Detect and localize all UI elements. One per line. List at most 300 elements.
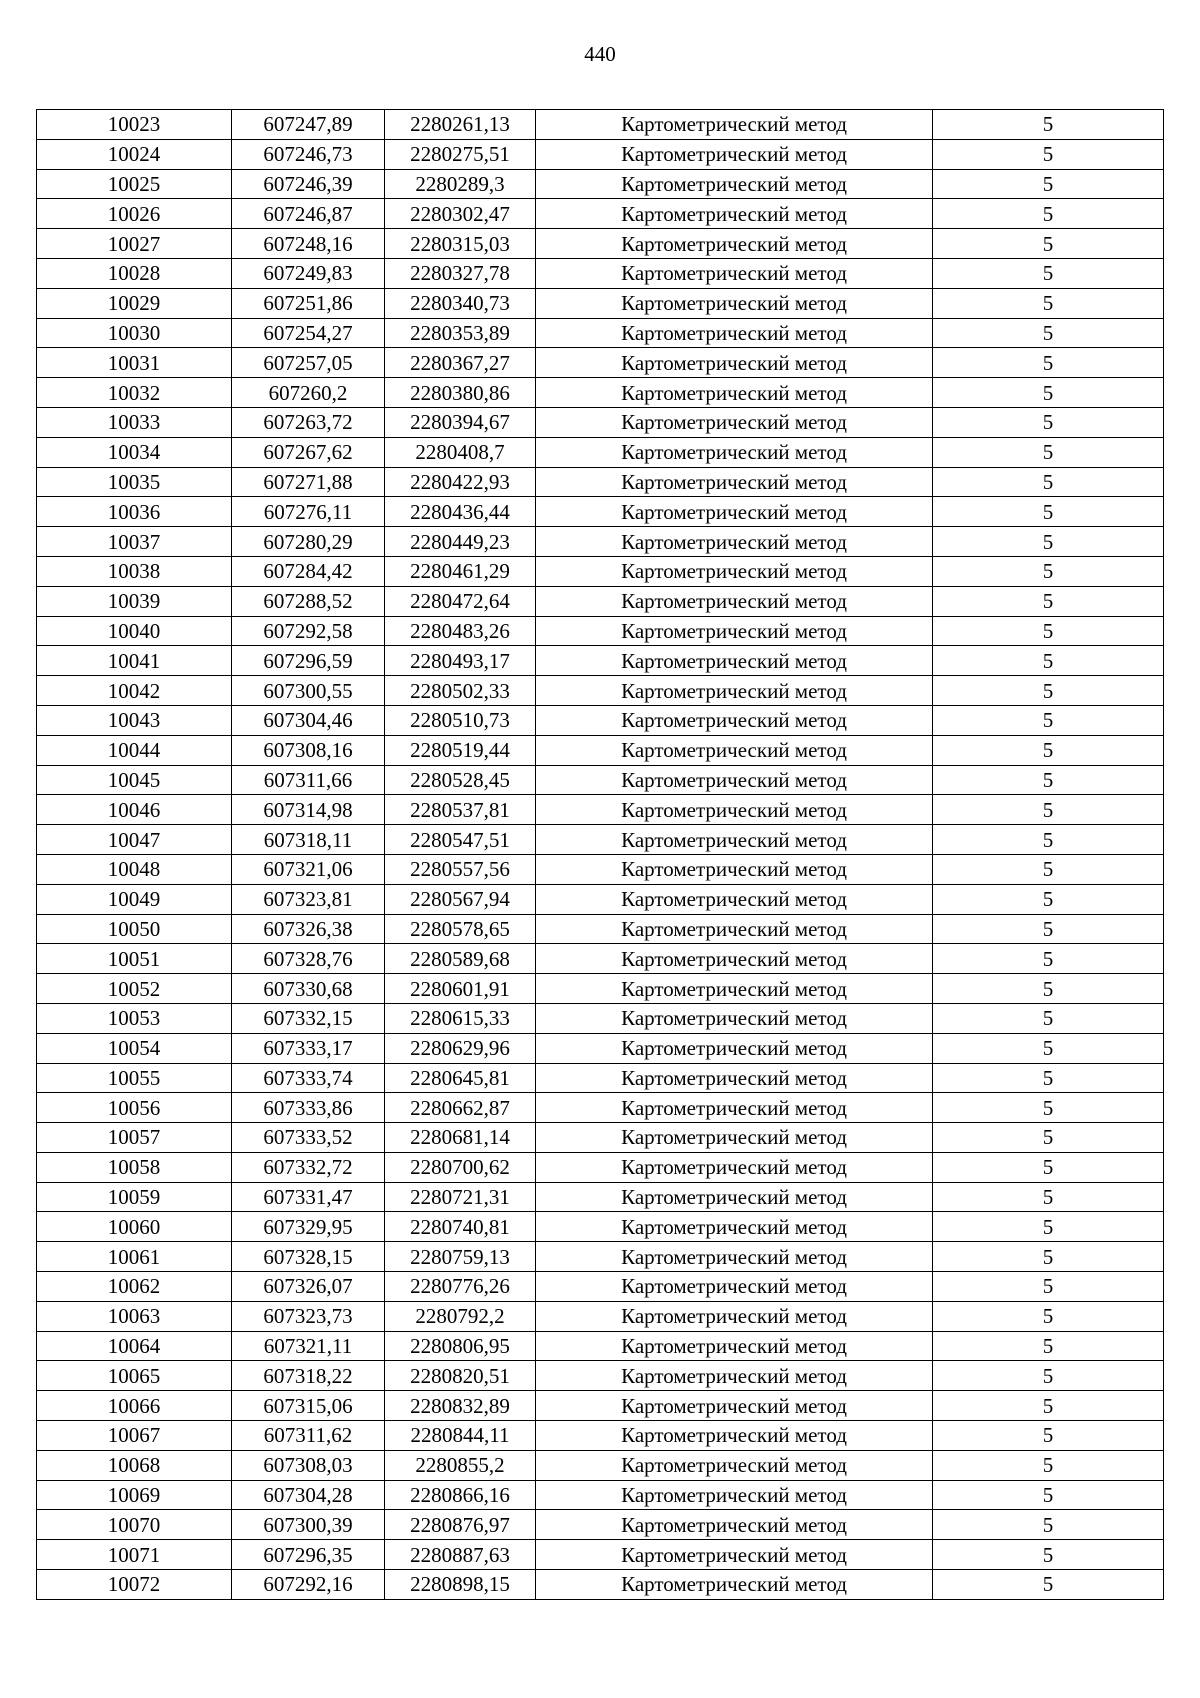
x-coordinate-cell: 607318,11	[232, 825, 385, 855]
table-row	[37, 586, 1164, 616]
coordinates-table	[36, 109, 1164, 1600]
x-coordinate-cell: 607267,62	[232, 437, 385, 467]
table-row	[37, 854, 1164, 884]
accuracy-cell: 5	[933, 1242, 1164, 1272]
point-number-cell: 10059	[37, 1182, 232, 1212]
point-number-cell: 10054	[37, 1033, 232, 1063]
point-number-cell: 10050	[37, 914, 232, 944]
table-row	[37, 884, 1164, 914]
y-coordinate-cell: 2280681,14	[385, 1123, 536, 1153]
accuracy-cell: 5	[933, 527, 1164, 557]
x-coordinate-cell: 607292,16	[232, 1570, 385, 1600]
method-cell: Картометрический метод	[536, 1123, 933, 1153]
table-row	[37, 1391, 1164, 1421]
y-coordinate-cell: 2280493,17	[385, 646, 536, 676]
x-coordinate-cell: 607248,16	[232, 229, 385, 259]
point-number-cell: 10043	[37, 705, 232, 735]
method-cell: Картометрический метод	[536, 110, 933, 140]
table-row	[37, 1033, 1164, 1063]
accuracy-cell: 5	[933, 616, 1164, 646]
method-cell: Картометрический метод	[536, 1033, 933, 1063]
accuracy-cell: 5	[933, 914, 1164, 944]
accuracy-cell: 5	[933, 288, 1164, 318]
point-number-cell: 10051	[37, 944, 232, 974]
y-coordinate-cell: 2280408,7	[385, 437, 536, 467]
method-cell: Картометрический метод	[536, 616, 933, 646]
x-coordinate-cell: 607246,73	[232, 139, 385, 169]
method-cell: Картометрический метод	[536, 348, 933, 378]
method-cell: Картометрический метод	[536, 1421, 933, 1451]
table-row	[37, 139, 1164, 169]
x-coordinate-cell: 607296,35	[232, 1540, 385, 1570]
x-coordinate-cell: 607318,22	[232, 1361, 385, 1391]
accuracy-cell: 5	[933, 407, 1164, 437]
point-number-cell: 10057	[37, 1123, 232, 1153]
table-row	[37, 348, 1164, 378]
accuracy-cell: 5	[933, 497, 1164, 527]
table-row	[37, 199, 1164, 229]
x-coordinate-cell: 607300,55	[232, 676, 385, 706]
accuracy-cell: 5	[933, 169, 1164, 199]
point-number-cell: 10029	[37, 288, 232, 318]
x-coordinate-cell: 607246,87	[232, 199, 385, 229]
x-coordinate-cell: 607276,11	[232, 497, 385, 527]
point-number-cell: 10047	[37, 825, 232, 855]
method-cell: Картометрический метод	[536, 229, 933, 259]
x-coordinate-cell: 607304,46	[232, 705, 385, 735]
table-row	[37, 1450, 1164, 1480]
accuracy-cell: 5	[933, 1272, 1164, 1302]
y-coordinate-cell: 2280759,13	[385, 1242, 536, 1272]
accuracy-cell: 5	[933, 854, 1164, 884]
method-cell: Картометрический метод	[536, 378, 933, 408]
method-cell: Картометрический метод	[536, 854, 933, 884]
x-coordinate-cell: 607260,2	[232, 378, 385, 408]
method-cell: Картометрический метод	[536, 1182, 933, 1212]
point-number-cell: 10069	[37, 1480, 232, 1510]
accuracy-cell: 5	[933, 1123, 1164, 1153]
y-coordinate-cell: 2280792,2	[385, 1301, 536, 1331]
x-coordinate-cell: 607308,03	[232, 1450, 385, 1480]
x-coordinate-cell: 607332,15	[232, 1003, 385, 1033]
y-coordinate-cell: 2280578,65	[385, 914, 536, 944]
accuracy-cell: 5	[933, 348, 1164, 378]
point-number-cell: 10048	[37, 854, 232, 884]
point-number-cell: 10052	[37, 974, 232, 1004]
accuracy-cell: 5	[933, 795, 1164, 825]
table-row	[37, 1212, 1164, 1242]
x-coordinate-cell: 607292,58	[232, 616, 385, 646]
method-cell: Картометрический метод	[536, 944, 933, 974]
point-number-cell: 10071	[37, 1540, 232, 1570]
y-coordinate-cell: 2280645,81	[385, 1063, 536, 1093]
accuracy-cell: 5	[933, 1063, 1164, 1093]
y-coordinate-cell: 2280353,89	[385, 318, 536, 348]
method-cell: Картометрический метод	[536, 676, 933, 706]
point-number-cell: 10034	[37, 437, 232, 467]
method-cell: Картометрический метод	[536, 914, 933, 944]
accuracy-cell: 5	[933, 735, 1164, 765]
y-coordinate-cell: 2280721,31	[385, 1182, 536, 1212]
table-row	[37, 556, 1164, 586]
method-cell: Картометрический метод	[536, 974, 933, 1004]
accuracy-cell: 5	[933, 258, 1164, 288]
method-cell: Картометрический метод	[536, 1480, 933, 1510]
y-coordinate-cell: 2280340,73	[385, 288, 536, 318]
accuracy-cell: 5	[933, 676, 1164, 706]
accuracy-cell: 5	[933, 944, 1164, 974]
table-row	[37, 1361, 1164, 1391]
x-coordinate-cell: 607323,81	[232, 884, 385, 914]
x-coordinate-cell: 607249,83	[232, 258, 385, 288]
y-coordinate-cell: 2280289,3	[385, 169, 536, 199]
y-coordinate-cell: 2280567,94	[385, 884, 536, 914]
x-coordinate-cell: 607311,66	[232, 765, 385, 795]
point-number-cell: 10072	[37, 1570, 232, 1600]
point-number-cell: 10038	[37, 556, 232, 586]
y-coordinate-cell: 2280776,26	[385, 1272, 536, 1302]
method-cell: Картометрический метод	[536, 467, 933, 497]
point-number-cell: 10068	[37, 1450, 232, 1480]
y-coordinate-cell: 2280547,51	[385, 825, 536, 855]
table-row	[37, 1152, 1164, 1182]
method-cell: Картометрический метод	[536, 437, 933, 467]
method-cell: Картометрический метод	[536, 1003, 933, 1033]
table-row	[37, 258, 1164, 288]
accuracy-cell: 5	[933, 646, 1164, 676]
method-cell: Картометрический метод	[536, 705, 933, 735]
table-row	[37, 110, 1164, 140]
y-coordinate-cell: 2280832,89	[385, 1391, 536, 1421]
method-cell: Картометрический метод	[536, 169, 933, 199]
x-coordinate-cell: 607247,89	[232, 110, 385, 140]
y-coordinate-cell: 2280528,45	[385, 765, 536, 795]
accuracy-cell: 5	[933, 1421, 1164, 1451]
table-row	[37, 646, 1164, 676]
x-coordinate-cell: 607314,98	[232, 795, 385, 825]
y-coordinate-cell: 2280887,63	[385, 1540, 536, 1570]
x-coordinate-cell: 607315,06	[232, 1391, 385, 1421]
accuracy-cell: 5	[933, 974, 1164, 1004]
y-coordinate-cell: 2280367,27	[385, 348, 536, 378]
point-number-cell: 10056	[37, 1093, 232, 1123]
table-row	[37, 1331, 1164, 1361]
table-row	[37, 1301, 1164, 1331]
y-coordinate-cell: 2280589,68	[385, 944, 536, 974]
x-coordinate-cell: 607326,38	[232, 914, 385, 944]
table-row	[37, 1510, 1164, 1540]
x-coordinate-cell: 607311,62	[232, 1421, 385, 1451]
point-number-cell: 10031	[37, 348, 232, 378]
x-coordinate-cell: 607326,07	[232, 1272, 385, 1302]
point-number-cell: 10036	[37, 497, 232, 527]
y-coordinate-cell: 2280483,26	[385, 616, 536, 646]
accuracy-cell: 5	[933, 1182, 1164, 1212]
table-row	[37, 974, 1164, 1004]
table-row	[37, 437, 1164, 467]
point-number-cell: 10046	[37, 795, 232, 825]
method-cell: Картометрический метод	[536, 556, 933, 586]
point-number-cell: 10060	[37, 1212, 232, 1242]
table-row	[37, 1272, 1164, 1302]
method-cell: Картометрический метод	[536, 527, 933, 557]
x-coordinate-cell: 607328,15	[232, 1242, 385, 1272]
x-coordinate-cell: 607330,68	[232, 974, 385, 1004]
y-coordinate-cell: 2280700,62	[385, 1152, 536, 1182]
point-number-cell: 10042	[37, 676, 232, 706]
y-coordinate-cell: 2280315,03	[385, 229, 536, 259]
y-coordinate-cell: 2280615,33	[385, 1003, 536, 1033]
accuracy-cell: 5	[933, 705, 1164, 735]
table-row	[37, 765, 1164, 795]
y-coordinate-cell: 2280629,96	[385, 1033, 536, 1063]
method-cell: Картометрический метод	[536, 1093, 933, 1123]
y-coordinate-cell: 2280261,13	[385, 110, 536, 140]
y-coordinate-cell: 2280510,73	[385, 705, 536, 735]
method-cell: Картометрический метод	[536, 1242, 933, 1272]
method-cell: Картометрический метод	[536, 1212, 933, 1242]
point-number-cell: 10025	[37, 169, 232, 199]
y-coordinate-cell: 2280820,51	[385, 1361, 536, 1391]
point-number-cell: 10055	[37, 1063, 232, 1093]
table-row	[37, 378, 1164, 408]
x-coordinate-cell: 607263,72	[232, 407, 385, 437]
method-cell: Картометрический метод	[536, 407, 933, 437]
point-number-cell: 10064	[37, 1331, 232, 1361]
accuracy-cell: 5	[933, 110, 1164, 140]
y-coordinate-cell: 2280461,29	[385, 556, 536, 586]
accuracy-cell: 5	[933, 1450, 1164, 1480]
accuracy-cell: 5	[933, 825, 1164, 855]
y-coordinate-cell: 2280601,91	[385, 974, 536, 1004]
x-coordinate-cell: 607300,39	[232, 1510, 385, 1540]
table-row	[37, 318, 1164, 348]
table-row	[37, 1093, 1164, 1123]
accuracy-cell: 5	[933, 1331, 1164, 1361]
point-number-cell: 10035	[37, 467, 232, 497]
accuracy-cell: 5	[933, 1570, 1164, 1600]
x-coordinate-cell: 607284,42	[232, 556, 385, 586]
table-row	[37, 1063, 1164, 1093]
x-coordinate-cell: 607333,17	[232, 1033, 385, 1063]
table-row	[37, 1480, 1164, 1510]
y-coordinate-cell: 2280876,97	[385, 1510, 536, 1540]
table-row	[37, 169, 1164, 199]
table-row	[37, 1570, 1164, 1600]
accuracy-cell: 5	[933, 1093, 1164, 1123]
x-coordinate-cell: 607333,74	[232, 1063, 385, 1093]
accuracy-cell: 5	[933, 1480, 1164, 1510]
method-cell: Картометрический метод	[536, 884, 933, 914]
method-cell: Картометрический метод	[536, 795, 933, 825]
y-coordinate-cell: 2280502,33	[385, 676, 536, 706]
table-row	[37, 825, 1164, 855]
y-coordinate-cell: 2280422,93	[385, 467, 536, 497]
accuracy-cell: 5	[933, 378, 1164, 408]
x-coordinate-cell: 607321,06	[232, 854, 385, 884]
x-coordinate-cell: 607321,11	[232, 1331, 385, 1361]
y-coordinate-cell: 2280380,86	[385, 378, 536, 408]
point-number-cell: 10049	[37, 884, 232, 914]
y-coordinate-cell: 2280327,78	[385, 258, 536, 288]
point-number-cell: 10044	[37, 735, 232, 765]
accuracy-cell: 5	[933, 1212, 1164, 1242]
x-coordinate-cell: 607280,29	[232, 527, 385, 557]
x-coordinate-cell: 607329,95	[232, 1212, 385, 1242]
x-coordinate-cell: 607331,47	[232, 1182, 385, 1212]
table-row	[37, 1540, 1164, 1570]
accuracy-cell: 5	[933, 1003, 1164, 1033]
method-cell: Картометрический метод	[536, 199, 933, 229]
x-coordinate-cell: 607333,52	[232, 1123, 385, 1153]
table-row	[37, 676, 1164, 706]
accuracy-cell: 5	[933, 586, 1164, 616]
method-cell: Картометрический метод	[536, 1570, 933, 1600]
coordinates-table-body	[37, 110, 1164, 1600]
point-number-cell: 10032	[37, 378, 232, 408]
y-coordinate-cell: 2280302,47	[385, 199, 536, 229]
table-row	[37, 1003, 1164, 1033]
y-coordinate-cell: 2280855,2	[385, 1450, 536, 1480]
point-number-cell: 10040	[37, 616, 232, 646]
point-number-cell: 10061	[37, 1242, 232, 1272]
x-coordinate-cell: 607246,39	[232, 169, 385, 199]
y-coordinate-cell: 2280449,23	[385, 527, 536, 557]
x-coordinate-cell: 607296,59	[232, 646, 385, 676]
method-cell: Картометрический метод	[536, 1450, 933, 1480]
x-coordinate-cell: 607328,76	[232, 944, 385, 974]
table-row	[37, 616, 1164, 646]
page-number: 440	[584, 42, 616, 66]
method-cell: Картометрический метод	[536, 318, 933, 348]
accuracy-cell: 5	[933, 1540, 1164, 1570]
table-row	[37, 1182, 1164, 1212]
x-coordinate-cell: 607332,72	[232, 1152, 385, 1182]
x-coordinate-cell: 607254,27	[232, 318, 385, 348]
table-row	[37, 288, 1164, 318]
accuracy-cell: 5	[933, 765, 1164, 795]
point-number-cell: 10023	[37, 110, 232, 140]
table-row	[37, 467, 1164, 497]
table-row	[37, 527, 1164, 557]
point-number-cell: 10027	[37, 229, 232, 259]
method-cell: Картометрический метод	[536, 497, 933, 527]
x-coordinate-cell: 607288,52	[232, 586, 385, 616]
accuracy-cell: 5	[933, 1033, 1164, 1063]
table-row	[37, 407, 1164, 437]
method-cell: Картометрический метод	[536, 288, 933, 318]
y-coordinate-cell: 2280472,64	[385, 586, 536, 616]
method-cell: Картометрический метод	[536, 1063, 933, 1093]
x-coordinate-cell: 607308,16	[232, 735, 385, 765]
y-coordinate-cell: 2280519,44	[385, 735, 536, 765]
accuracy-cell: 5	[933, 1301, 1164, 1331]
method-cell: Картометрический метод	[536, 586, 933, 616]
y-coordinate-cell: 2280898,15	[385, 1570, 536, 1600]
point-number-cell: 10026	[37, 199, 232, 229]
y-coordinate-cell: 2280844,11	[385, 1421, 536, 1451]
method-cell: Картометрический метод	[536, 139, 933, 169]
method-cell: Картометрический метод	[536, 765, 933, 795]
table-row	[37, 735, 1164, 765]
x-coordinate-cell: 607323,73	[232, 1301, 385, 1331]
method-cell: Картометрический метод	[536, 1391, 933, 1421]
x-coordinate-cell: 607333,86	[232, 1093, 385, 1123]
method-cell: Картометрический метод	[536, 646, 933, 676]
table-row	[37, 944, 1164, 974]
y-coordinate-cell: 2280557,56	[385, 854, 536, 884]
method-cell: Картометрический метод	[536, 825, 933, 855]
method-cell: Картометрический метод	[536, 1301, 933, 1331]
point-number-cell: 10039	[37, 586, 232, 616]
method-cell: Картометрический метод	[536, 1272, 933, 1302]
table-row	[37, 1123, 1164, 1153]
point-number-cell: 10041	[37, 646, 232, 676]
accuracy-cell: 5	[933, 884, 1164, 914]
table-row	[37, 229, 1164, 259]
accuracy-cell: 5	[933, 1152, 1164, 1182]
accuracy-cell: 5	[933, 139, 1164, 169]
point-number-cell: 10070	[37, 1510, 232, 1540]
y-coordinate-cell: 2280740,81	[385, 1212, 536, 1242]
point-number-cell: 10065	[37, 1361, 232, 1391]
method-cell: Картометрический метод	[536, 735, 933, 765]
table-row	[37, 497, 1164, 527]
point-number-cell: 10024	[37, 139, 232, 169]
method-cell: Картометрический метод	[536, 1152, 933, 1182]
y-coordinate-cell: 2280806,95	[385, 1331, 536, 1361]
table-row	[37, 914, 1164, 944]
point-number-cell: 10030	[37, 318, 232, 348]
table-row	[37, 795, 1164, 825]
method-cell: Картометрический метод	[536, 1331, 933, 1361]
accuracy-cell: 5	[933, 1391, 1164, 1421]
x-coordinate-cell: 607271,88	[232, 467, 385, 497]
method-cell: Картометрический метод	[536, 1540, 933, 1570]
point-number-cell: 10058	[37, 1152, 232, 1182]
method-cell: Картометрический метод	[536, 258, 933, 288]
accuracy-cell: 5	[933, 437, 1164, 467]
accuracy-cell: 5	[933, 556, 1164, 586]
y-coordinate-cell: 2280537,81	[385, 795, 536, 825]
y-coordinate-cell: 2280275,51	[385, 139, 536, 169]
point-number-cell: 10063	[37, 1301, 232, 1331]
point-number-cell: 10037	[37, 527, 232, 557]
accuracy-cell: 5	[933, 1510, 1164, 1540]
point-number-cell: 10028	[37, 258, 232, 288]
accuracy-cell: 5	[933, 199, 1164, 229]
table-row	[37, 1242, 1164, 1272]
accuracy-cell: 5	[933, 229, 1164, 259]
y-coordinate-cell: 2280394,67	[385, 407, 536, 437]
method-cell: Картометрический метод	[536, 1361, 933, 1391]
point-number-cell: 10067	[37, 1421, 232, 1451]
x-coordinate-cell: 607304,28	[232, 1480, 385, 1510]
y-coordinate-cell: 2280866,16	[385, 1480, 536, 1510]
y-coordinate-cell: 2280662,87	[385, 1093, 536, 1123]
point-number-cell: 10053	[37, 1003, 232, 1033]
point-number-cell: 10033	[37, 407, 232, 437]
point-number-cell: 10066	[37, 1391, 232, 1421]
table-row	[37, 705, 1164, 735]
accuracy-cell: 5	[933, 1361, 1164, 1391]
y-coordinate-cell: 2280436,44	[385, 497, 536, 527]
x-coordinate-cell: 607251,86	[232, 288, 385, 318]
x-coordinate-cell: 607257,05	[232, 348, 385, 378]
point-number-cell: 10062	[37, 1272, 232, 1302]
accuracy-cell: 5	[933, 467, 1164, 497]
accuracy-cell: 5	[933, 318, 1164, 348]
